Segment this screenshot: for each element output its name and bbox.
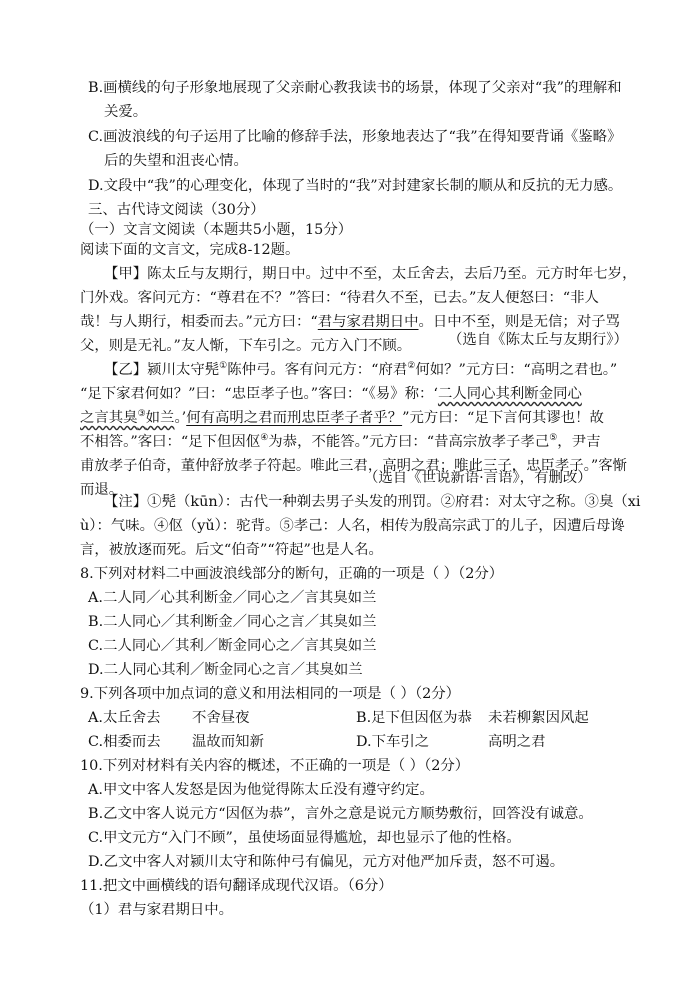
- q11-item-1: （1）君与家君期日中。: [80, 902, 234, 918]
- q7-option-d: D.文段中“我”的心理变化，体现了当时的“我”对封建家长制的顺从和反抗的无力感。: [88, 178, 623, 194]
- underlined-sentence-2: 何有高明之君而刑忠臣孝子者乎？: [186, 410, 403, 426]
- q8-option-b: B.二人同心／其利断金／同心之言／其臭如兰: [88, 614, 377, 630]
- section-instruction: 阅读下面的文言文，完成8-12题。: [80, 242, 300, 258]
- passage-b-line2: “足下家君何如？”曰：“忠臣孝子也。”客曰：“《易》称：‘二人同心其利断金同心: [80, 386, 582, 402]
- q9-stem: 9.下列各项中加点词的意义和用法相同的一项是（ ）（2分）: [80, 686, 461, 702]
- underlined-sentence-1: 君与家君期日中: [317, 314, 419, 330]
- q9-option-c-word2: 温故而知新: [192, 734, 264, 750]
- q7-option-c-line1: C.画波浪线的句子运用了比喻的修辞手法，形象地表达了“我”在得知要背诵《鉴略》: [88, 129, 622, 145]
- passage-a-line1: 【甲】陈太丘与友期行，期日中。过中不至，太丘舍去，去后乃至。元方时年七岁，: [104, 266, 637, 282]
- q9-option-a-word1: A.太丘舍去: [88, 710, 161, 726]
- q8-option-c: C.二人同心／其利／断金同心之／言其臭如兰: [88, 638, 377, 654]
- q10-option-d: D.乙文中客人对颍川太守和陈仲弓有偏见，元方对他严加斥责，怒不可遏。: [88, 854, 565, 870]
- q9-option-d-word1: D.下车引之: [356, 734, 430, 750]
- notes-line2: ù）：气味。④伛（yǔ）：驼背。⑤孝己：人名，相传为殷高宗武丁的儿子，因遭后母谗: [80, 518, 625, 534]
- q10-option-a: A.甲文中客人发怒是因为他觉得陈太丘没有遵守约定。: [88, 782, 434, 798]
- q11-stem: 11.把文中画横线的语句翻译成现代汉语。（6分）: [80, 878, 393, 894]
- section-title: 三、古代诗文阅读（30分）: [88, 202, 265, 218]
- q7-option-c-line2: 后的失望和沮丧心情。: [104, 153, 248, 169]
- passage-a-line2: 门外戏。客问元方：“尊君在不？”答曰：“待君久不至，已去。”友人便怒曰：“非人: [80, 290, 599, 306]
- wavy-sentence-part1: 二人同心其利断金同心: [437, 386, 582, 402]
- q8-stem: 8.下列对材料二中画波浪线部分的断句，正确的一项是（ ）（2分）: [80, 566, 504, 582]
- q9-option-b-word1: B.足下但因伛为恭: [356, 710, 472, 726]
- q10-option-b: B.乙文中客人说元方“因伛为恭”，言外之意是说元方顺势敷衍，回答没有诚意。: [88, 806, 593, 822]
- q10-stem: 10.下列对材料有关内容的概述，不正确的一项是（ ）（2分）: [80, 758, 470, 774]
- passage-a-line4: 父，则是无礼。”友人惭，下车引之。元方入门不顾。: [80, 338, 412, 354]
- passage-b-source: （选自《世说新语·言语》，有删改）: [364, 470, 592, 486]
- notes-line1: 【注】①髡（kūn）：古代一种剃去男子头发的刑罚。②府君：对太守之称。③臭（xi: [104, 494, 641, 510]
- section-subtitle: （一）文言文阅读（本题共5小题，15分）: [80, 222, 353, 238]
- passage-b-line6: 而退。: [80, 482, 124, 498]
- passage-a-line3: 哉！与人期行，相委而去。”元方曰：“君与家君期日中。日中不至，则是无信；对子骂: [80, 314, 620, 330]
- notes-line3: 言，被放逐而死。后文“伯奇”“符起”也是人名。: [80, 542, 383, 558]
- q9-option-b-word2: 未若柳絮因风起: [488, 710, 589, 726]
- q9-option-c-word1: C.相委而去: [88, 734, 161, 750]
- q7-option-b-line2: 关爱。: [104, 104, 148, 120]
- q7-option-b-line1: B.画横线的句子形象地展现了父亲耐心教我读书的场景，体现了父亲对“我”的理解和: [88, 80, 622, 96]
- passage-b-line3: 之言其臭③如兰。’何有高明之君而刑忠臣孝子者乎？”元方曰：“足下言何其谬也！故: [80, 409, 604, 426]
- q8-option-d: D.二人同心其利／断金同心之言／其臭如兰: [88, 662, 363, 678]
- passage-b-line1: 【乙】颍川太守髡①陈仲弓。客有问元方：“府君②何如？”元方曰：“高明之君也。”: [104, 361, 618, 378]
- passage-a-source: （选自《陈太丘与友期行》）: [448, 332, 628, 348]
- q9-option-a-word2: 不舍昼夜: [192, 710, 250, 726]
- passage-b-line5: 甫放孝子伯奇，董仲舒放孝子符起。唯此三君，高明之君；唯此三子，忠臣孝子。”客惭: [80, 458, 628, 474]
- q10-option-c: C.甲文元方“入门不顾”，虽使场面显得尴尬，却也显示了他的性格。: [88, 830, 521, 846]
- q9-option-d-word2: 高明之君: [488, 734, 546, 750]
- wavy-sentence-part2: 之言其臭③如兰: [80, 409, 175, 426]
- passage-b-line4: 不相答。”客曰：“足下但因伛④为恭，不能答。”元方曰：“昔高宗放孝子孝己⑤，尹吉: [80, 433, 601, 450]
- q8-option-a: A.二人同／心其利断金／同心之／言其臭如兰: [88, 590, 377, 606]
